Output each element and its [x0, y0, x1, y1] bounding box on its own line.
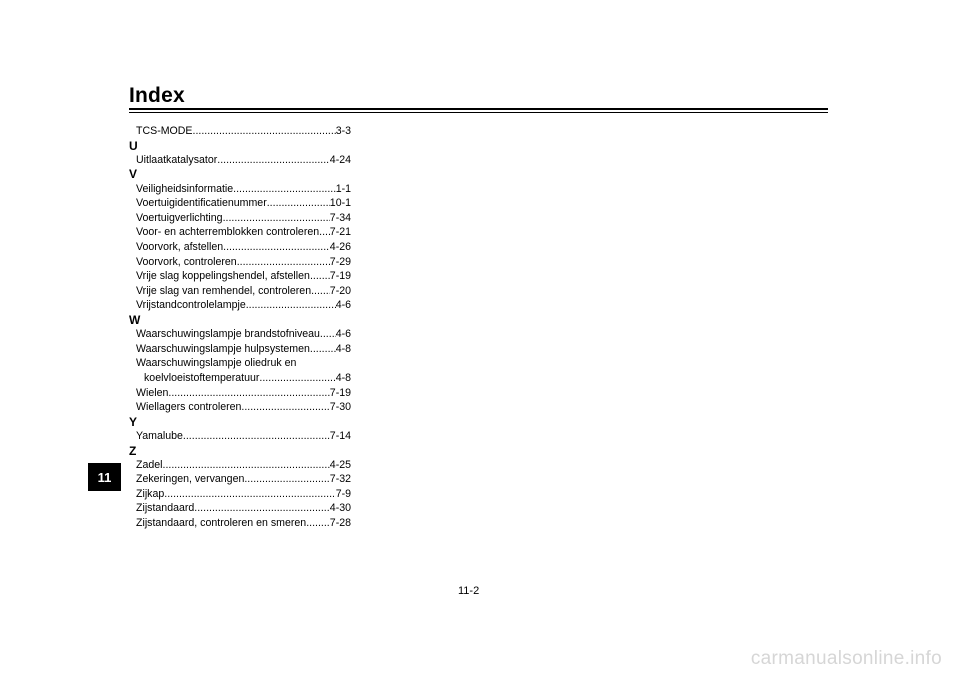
index-entry: Voorvork, afstellen ..... 4-26 [129, 240, 351, 255]
page-number: 11-2 [458, 585, 480, 597]
index-column [129, 124, 351, 531]
section-letter-y: Y [129, 414, 138, 429]
section-letter-v: V [129, 167, 138, 182]
index-entry: Wielen ..... 7-19 [129, 386, 351, 401]
index-entry: Veiligheidsinformatie ..... 1-1 [129, 182, 351, 197]
index-entry: Yamalube ..... 7-14 [129, 429, 351, 444]
index-entry: Zijkap ..... 7-9 [129, 487, 351, 502]
index-entry: Voor- en achterremblokken controleren ..... 7-21 [129, 225, 351, 240]
index-entry: Uitlaatkatalysator ..... 4-24 [129, 153, 351, 168]
section-letter-z: Z [129, 443, 137, 458]
header-rule-thin [129, 112, 828, 113]
index-entry: Vrije slag van remhendel, controleren ..... 7-20 [129, 284, 351, 299]
index-entry: Vrijstandcontrolelampje ..... 4-6 [129, 298, 351, 313]
index-entry: Voertuigverlichting ..... 7-34 [129, 211, 351, 226]
page-title: Index [129, 84, 185, 107]
chapter-tab: 11 [88, 463, 121, 491]
index-entry: Zekeringen, vervangen ..... 7-32 [129, 472, 351, 487]
watermark: carmanualsonline.info [750, 648, 942, 669]
index-entry: Zijstandaard, controleren en smeren ..... 7-28 [129, 516, 351, 531]
header-rule-thick [129, 108, 828, 110]
index-entry: Voertuigidentificatienummer ..... 10-1 [129, 196, 351, 211]
index-entry-first-line: Waarschuwingslampje oliedruk en [136, 357, 297, 370]
index-entry: Zijstandaard ..... 4-30 [129, 501, 351, 516]
index-entry: Waarschuwingslampje brandstofniveau ..... 4-6 [129, 327, 351, 342]
index-entry: Voorvork, controleren ..... 7-29 [129, 255, 351, 270]
section-letter-w: W [129, 312, 141, 327]
index-entry: Zadel ..... 4-25 [129, 458, 351, 473]
index-entry-continuation: koelvloeistoftemperatuur ..... 4-8 [129, 371, 351, 386]
section-letter-u: U [129, 138, 138, 153]
index-entry: TCS-MODE ..... 3-3 [129, 124, 351, 139]
index-entry: Wiellagers controleren ..... 7-30 [129, 400, 351, 415]
index-entry: Vrije slag koppelingshendel, afstellen ..... 7-19 [129, 269, 351, 284]
index-entry: Waarschuwingslampje hulpsystemen ..... 4-8 [129, 342, 351, 357]
